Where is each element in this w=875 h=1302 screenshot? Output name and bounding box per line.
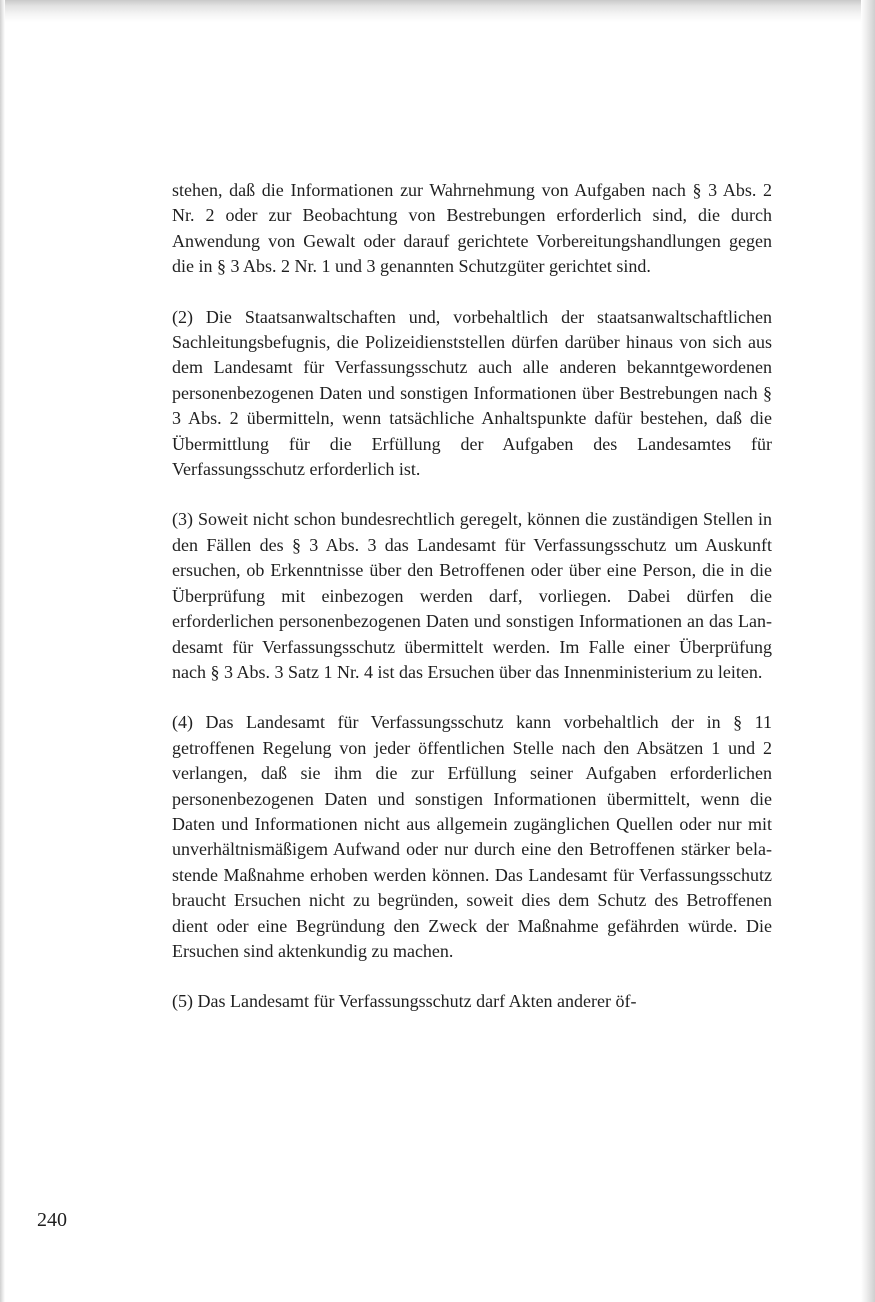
scan-right-edge [861, 0, 875, 1302]
paragraph-2: (2) Die Staatsanwaltschaften und, vorbehaltlich der staatsanwaltschaftlichen Sachleitungsbefugnis, die Polizeidienststellen dürfen darüber hinaus von sich aus dem Landesamt für Verfassungsschutz auch alle anderen bekanntgewordenen personenbezogenen Daten und sonstigen Informationen über Bestrebungen nach § 3 Abs. 2 übermitteln, wenn tatsächliche Anhaltspunkte dafür bestehen, daß die Übermittlung für die Erfüllung der Aufgaben des Landesamtes für Verfassungsschutz erforderlich ist. [172, 306, 772, 480]
scan-left-edge [0, 0, 5, 1302]
paragraph-4: (4) Das Landesamt für Verfassungsschutz kann vorbehaltlich der in § 11 getroffenen Regelung von jeder öffentlichen Stelle nach den Absätzen 1 und 2 verlangen, daß sie ihm die zur Erfüllung seiner Aufgaben erforderlichen personenbezogenen Daten und sonstigen Informationen übermittelt, wenn die Daten und Informationen nicht aus allgemein zugänglichen Quellen oder nur mit unverhältnismäßigem Aufwand oder nur durch eine den Betroffenen stärker belastende Maßnahme erhoben werden können. Das Landesamt für Verfassungsschutz braucht Ersuchen nicht zu begründen, soweit dies dem Schutz des Betroffenen dient oder eine Begründung den Zweck der Maßnahme gefährden würde. Die Ersuchen sind aktenkundig zu machen. [172, 712, 772, 961]
paragraph-3: (3) Soweit nicht schon bundesrechtlich geregelt, können die zuständigen Stellen in den Fällen des § 3 Abs. 3 das Landesamt für Verfassungsschutz um Auskunft ersuchen, ob Erkenntnisse über den Betroffenen oder über eine Person, die in die Überprüfung mit einbezogen werden darf, vorliegen. Dabei dürfen die erforderlichen personenbezogenen Daten und sonstigen Informationen an das Landesamt für Verfassungsschutz übermittelt werden. Im Falle einer Überprüfung nach § 3 Abs. 3 Satz 1 Nr. 4 ist das Ersuchen über das Innenministerium zu leiten. [172, 509, 772, 682]
paragraph-continuation: stehen, daß die Informationen zur Wahrnehmung von Aufgaben nach § 3 Abs. 2 Nr. 2 oder zur Beobachtung von Bestrebungen erforderlich sind, die durch Anwendung von Gewalt oder darauf gerichtete Vorbereitungshandlungen gegen die in § 3 Abs. 2 Nr. 1 und 3 genannten Schutzgüter gerichtet sind. [172, 180, 772, 277]
scan-top-edge [0, 0, 875, 22]
body-text [172, 178, 772, 1015]
paragraph-5: (5) Das Landesamt für Verfassungsschutz darf Akten anderer öf- [172, 991, 637, 1012]
page-number: 240 [37, 1209, 67, 1231]
